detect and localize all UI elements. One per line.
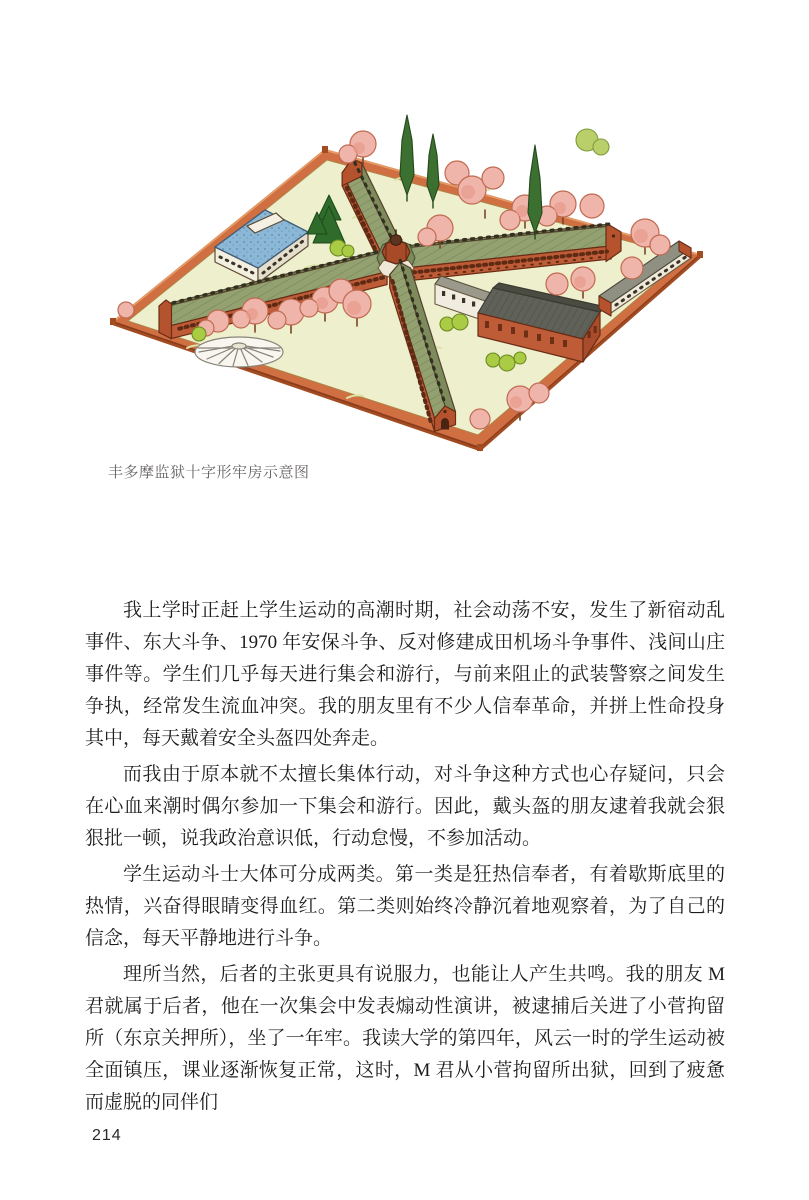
paragraph-3: 学生运动斗士大体可分成两类。第一类是狂热信奉者，有着歇斯底里的热情，兴奋得眼睛变得血红。第二类则始终冷静沉着地观察着，为了自己的信念，每天平静地进行斗争。 [85, 864, 725, 949]
prison-illustration [95, 100, 715, 465]
fan-exercise-yard [195, 337, 283, 367]
body-text [85, 595, 725, 1119]
paragraph-4: 理所当然，后者的主张更具有说服力，也能让人产生共鸣。我的朋友 M 君就属于后者，他在一次集会中发表煽动性演讲，被逮捕后关进了小菅拘留所（东京关押所），坐了一年牢。我读大学的第四年，风云一时的学生运动被全面镇压，课业逐渐恢复正常，这时，M 君从小菅拘留所出狱，回到了疲惫而虚脱的同伴们 [85, 964, 725, 1113]
prison-illustration-svg [95, 100, 715, 465]
paragraph-1: 我上学时正赶上学生运动的高潮时期，社会动荡不安，发生了新宿动乱事件、东大斗争、1970 年安保斗争、反对修建成田机场斗争事件、浅间山庄事件等。学生们几乎每天进行集会和游行，与前来阻止的武装警察之间发生争执，经常发生流血冲突。我的朋友里有不少人信奉革命，并拼上性命投身其中，每天戴着安全头盔四处奔走。 [85, 600, 725, 749]
page-number: 214 [92, 1127, 122, 1144]
figure-caption: 丰多摩监狱十字形牢房示意图 [108, 464, 310, 481]
paragraph-2: 而我由于原本就不太擅长集体行动，对斗争这种方式也心存疑问，只会在心血来潮时偶尔参加一下集会和游行。因此，戴头盔的朋友逮着我就会狠狠批一顿，说我政治意识低，行动怠慢，不参加活动。 [85, 764, 725, 849]
